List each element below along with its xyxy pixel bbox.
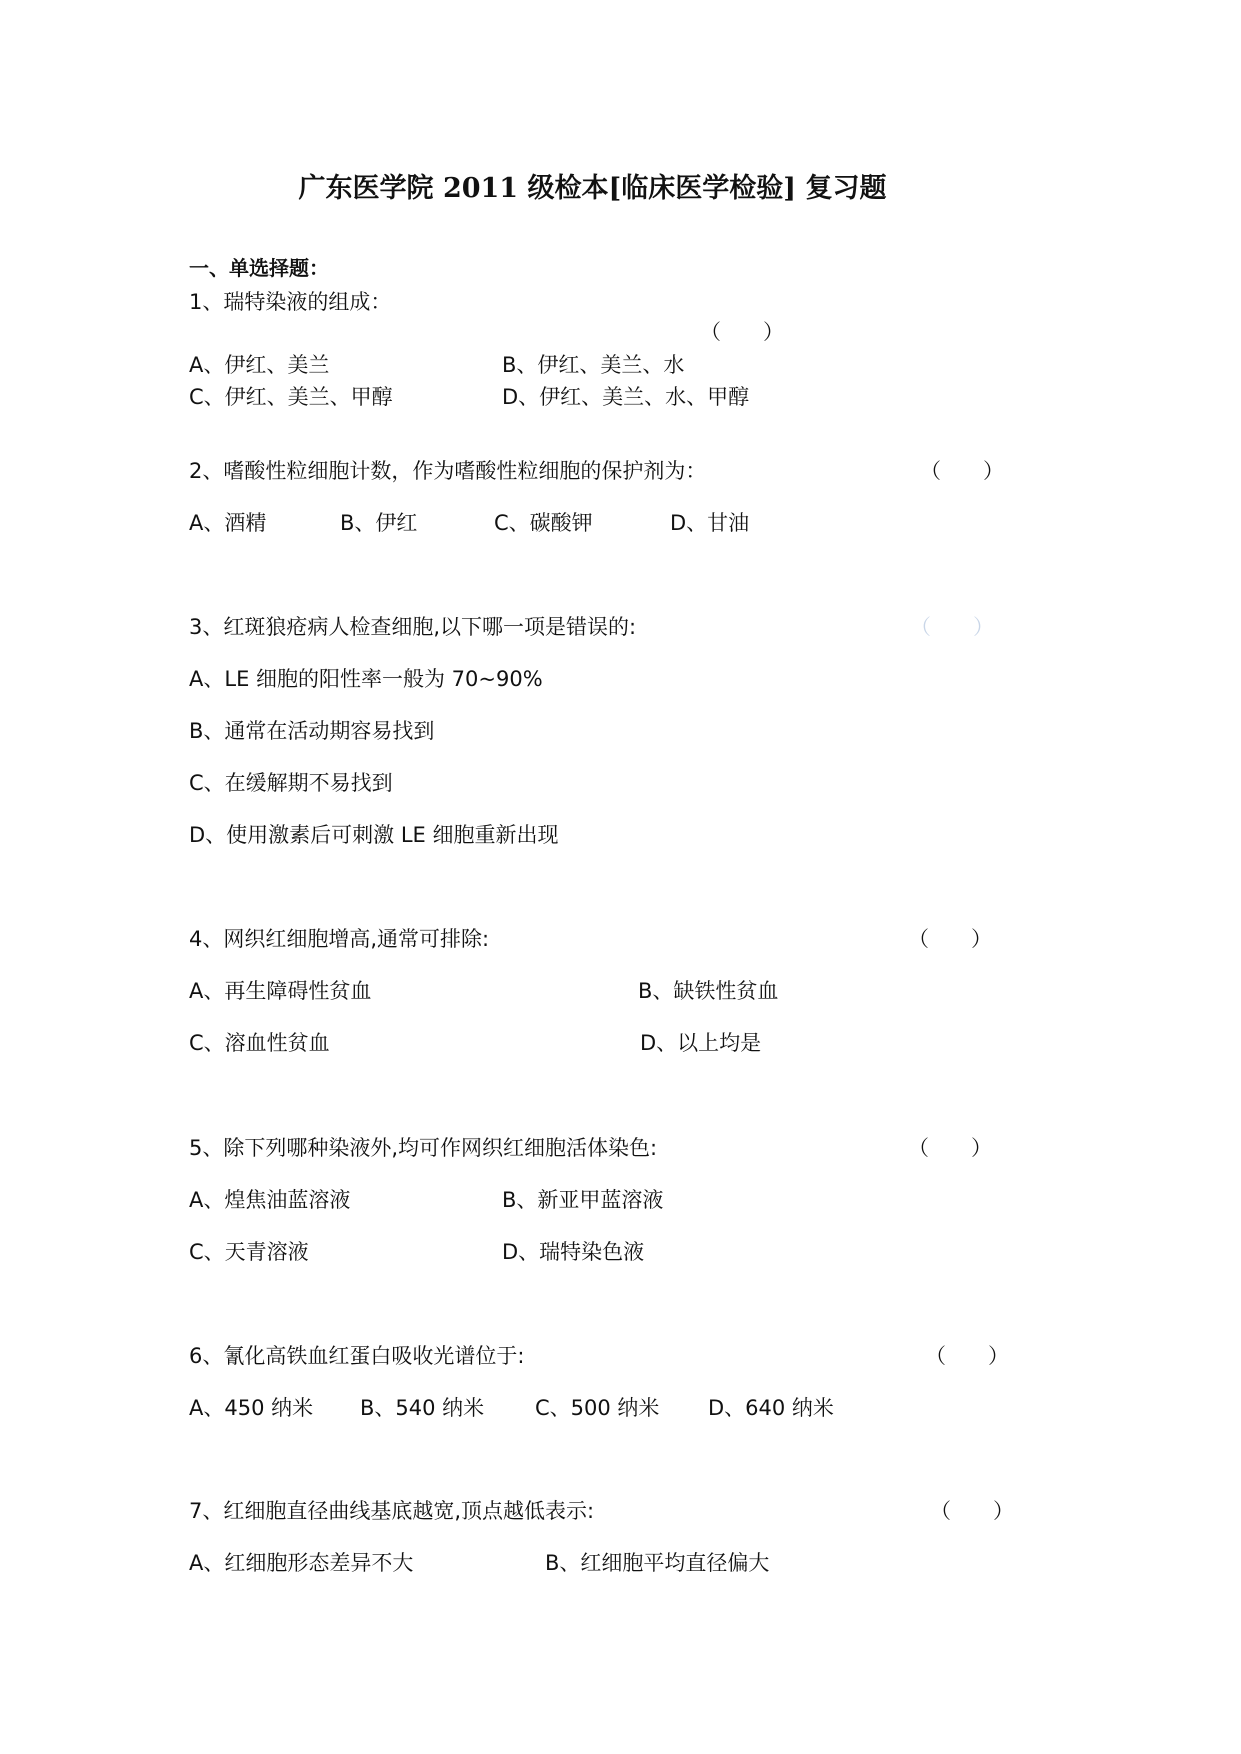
option-b: B、新亚甲蓝溶液 (502, 1188, 664, 1212)
option-c: C、伊红、美兰、甲醇 (189, 385, 393, 409)
page-title: 广东医学院 2011 级检本[临床医学检验] 复习题 (298, 173, 887, 204)
option-c: C、天青溶液 (189, 1240, 309, 1264)
option-b: B、红细胞平均直径偏大 (545, 1551, 770, 1575)
option-d: D、甘油 (670, 511, 750, 535)
answer-blank: （ ） (908, 927, 992, 951)
option-a: A、450 纳米 (189, 1396, 314, 1420)
option-a: A、再生障碍性贫血 (189, 979, 372, 1003)
answer-blank: （ ） (700, 320, 784, 344)
option-b: B、伊红、美兰、水 (502, 353, 685, 377)
option-a: A、煌焦油蓝溶液 (189, 1188, 351, 1212)
answer-blank: （ ） (930, 1499, 1014, 1523)
option-b: B、缺铁性贫血 (638, 979, 779, 1003)
question-7-text: 7、红细胞直径曲线基底越宽,顶点越低表示: (189, 1499, 595, 1523)
option-c: C、在缓解期不易找到 (189, 771, 393, 795)
answer-blank: （ ） (910, 615, 994, 639)
question-5-text: 5、除下列哪种染液外,均可作网织红细胞活体染色: (189, 1136, 658, 1160)
option-b: B、通常在活动期容易找到 (189, 719, 435, 743)
option-d: D、使用激素后可刺激 LE 细胞重新出现 (189, 823, 559, 847)
option-a: A、LE 细胞的阳性率一般为 70~90% (189, 667, 543, 691)
option-d: D、瑞特染色液 (502, 1240, 645, 1264)
option-c: C、500 纳米 (535, 1396, 660, 1420)
question-1-text: 1、瑞特染液的组成： (189, 290, 392, 314)
question-6-text: 6、氰化高铁血红蛋白吸收光谱位于: (189, 1344, 525, 1368)
option-a: A、红细胞形态差异不大 (189, 1551, 414, 1575)
option-b: B、540 纳米 (360, 1396, 485, 1420)
option-a: A、酒精 (189, 511, 267, 535)
answer-blank: （ ） (908, 1136, 992, 1160)
question-3-text: 3、红斑狼疮病人检查细胞,以下哪一项是错误的: (189, 615, 637, 639)
option-d: D、640 纳米 (708, 1396, 834, 1420)
option-b: B、伊红 (340, 511, 418, 535)
question-4-text: 4、网织红细胞增高,通常可排除: (189, 927, 490, 951)
answer-blank: （ ） (925, 1344, 1009, 1368)
option-a: A、伊红、美兰 (189, 353, 330, 377)
option-d: D、伊红、美兰、水、甲醇 (502, 385, 750, 409)
option-c: C、溶血性贫血 (189, 1031, 330, 1055)
answer-blank: （ ） (920, 459, 1004, 483)
option-d: D、以上均是 (640, 1031, 762, 1055)
option-c: C、碳酸钾 (494, 511, 593, 535)
section-heading: 一、单选择题： (189, 256, 329, 280)
question-2-text: 2、嗜酸性粒细胞计数，作为嗜酸性粒细胞的保护剂为： (189, 459, 707, 483)
